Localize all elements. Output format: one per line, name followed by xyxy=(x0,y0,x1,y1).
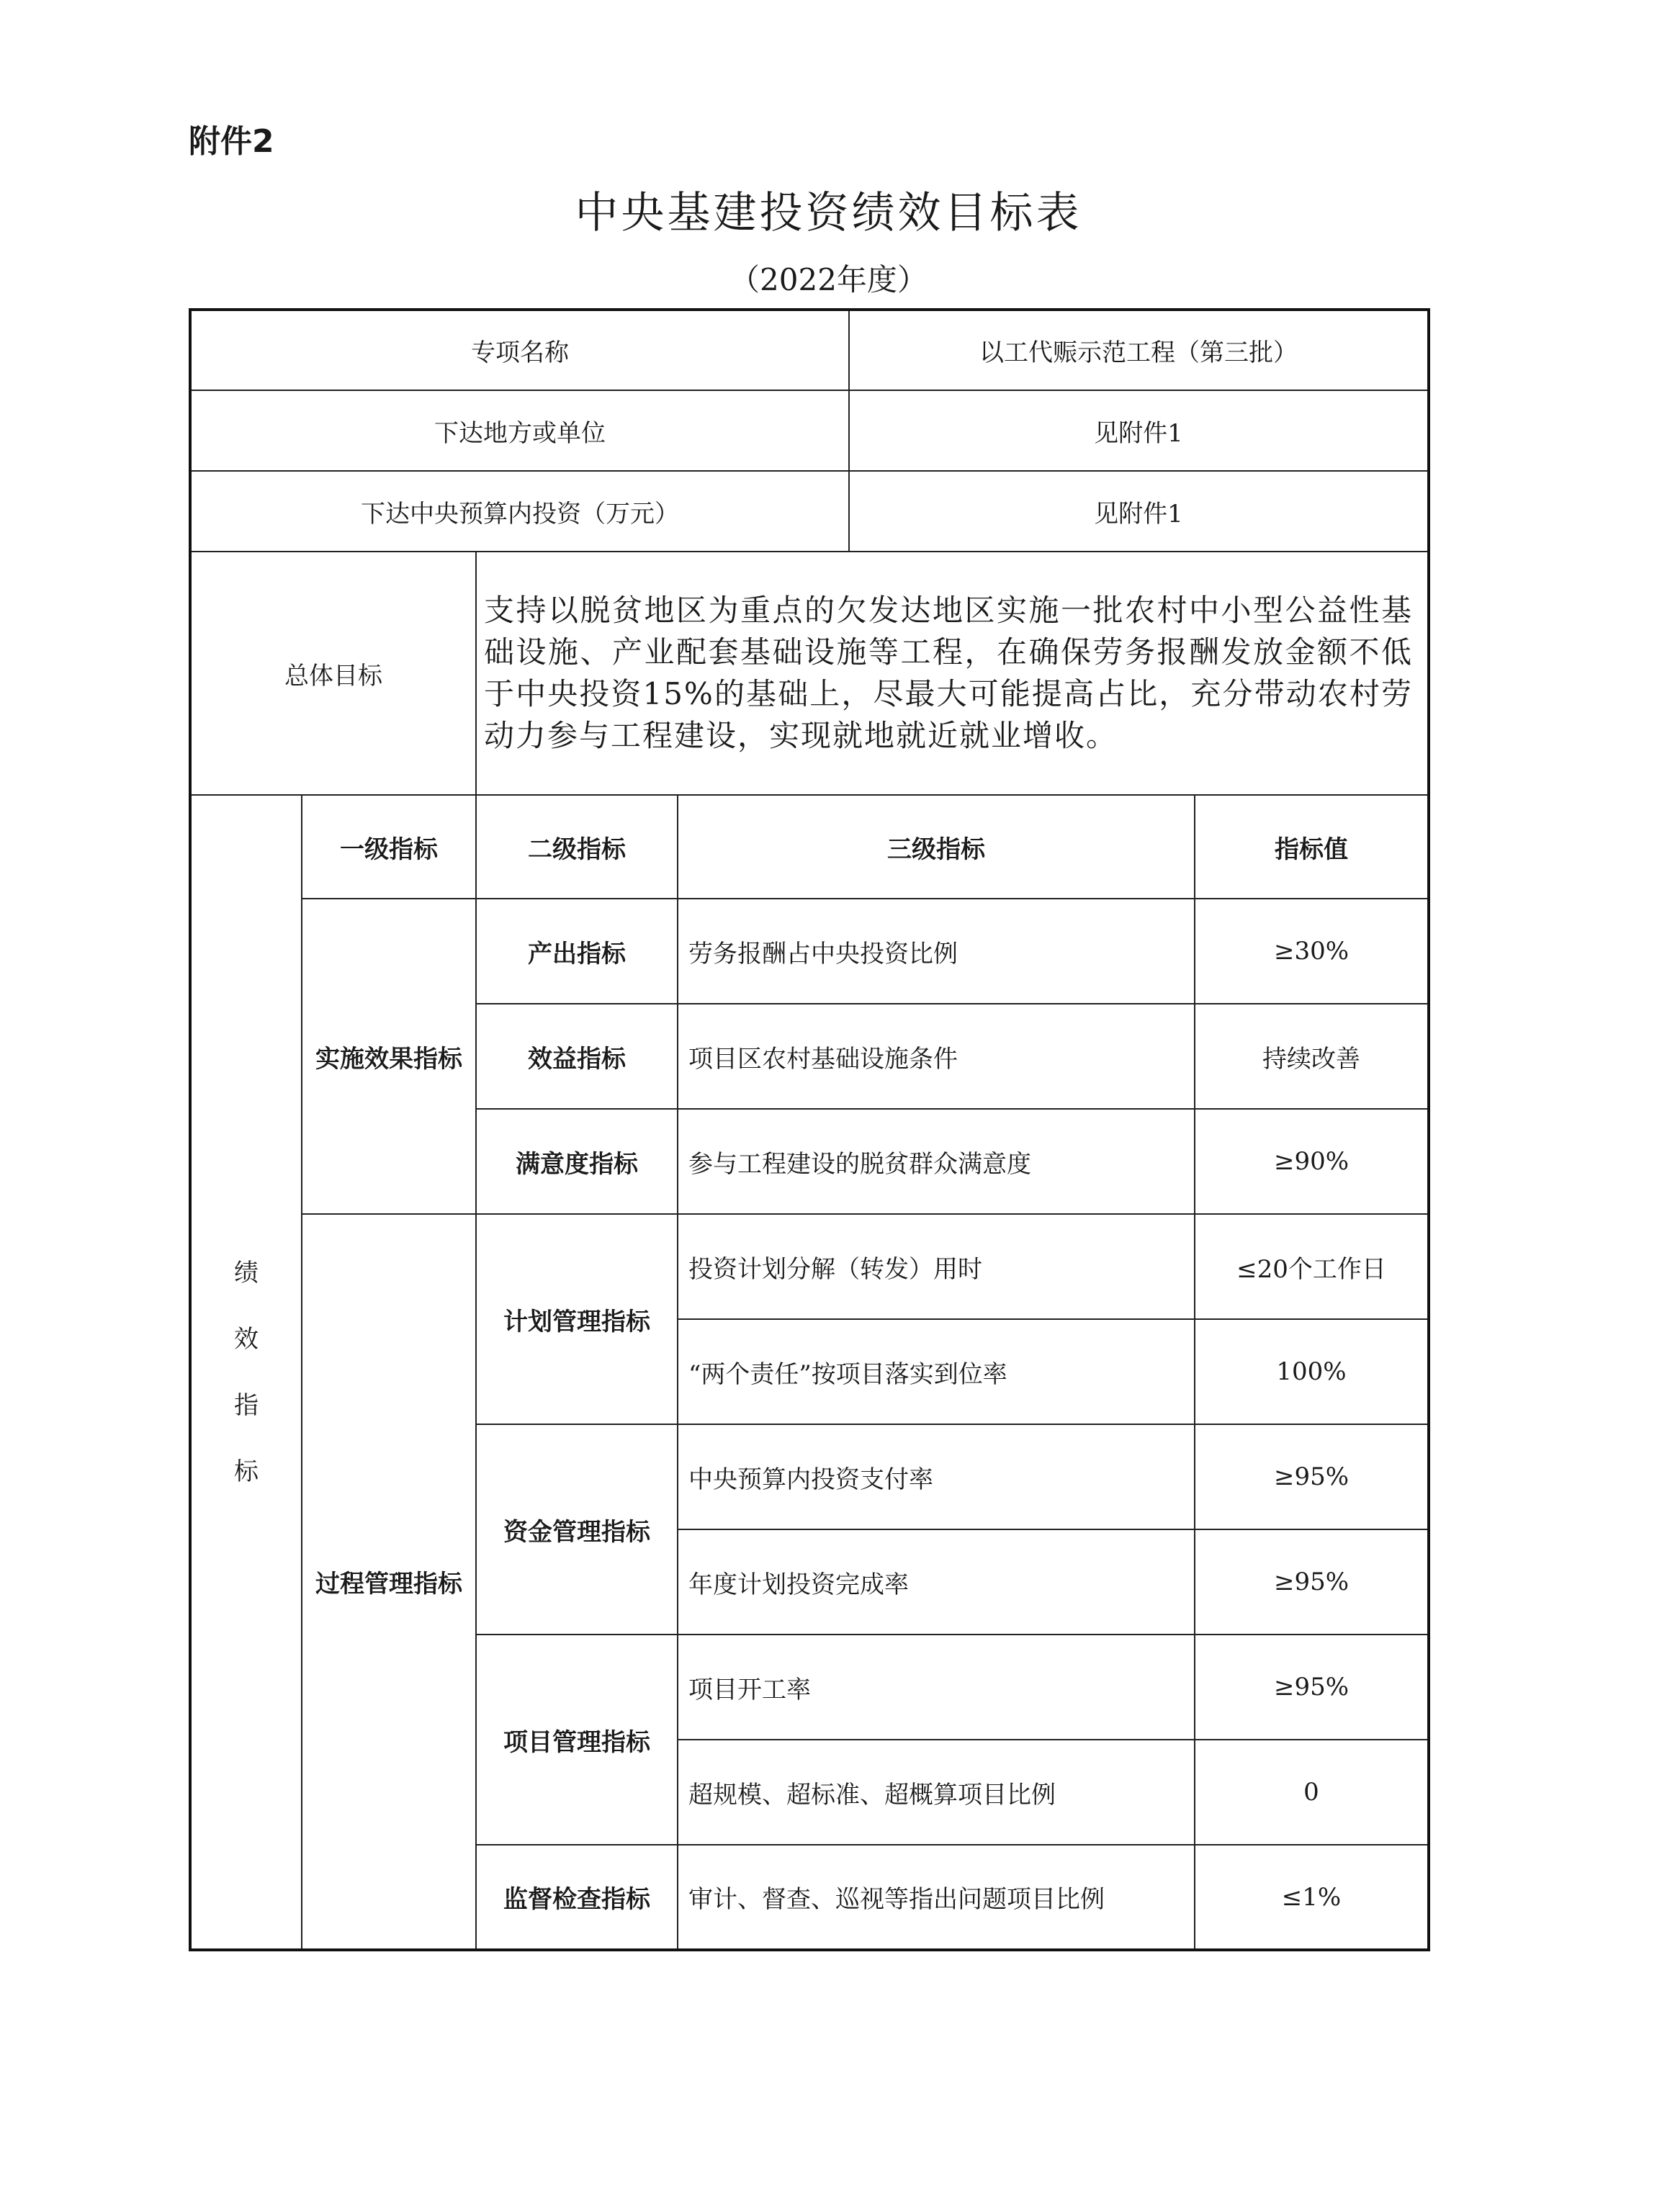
table-row xyxy=(190,390,1429,471)
recipient-value: 见附件1 xyxy=(849,390,1429,471)
recipient-label: 下达地方或单位 xyxy=(190,390,849,471)
indicator-value: 持续改善 xyxy=(1195,1004,1429,1109)
level3-label: 项目区农村基础设施条件 xyxy=(678,1004,1195,1109)
indicator-value: 0 xyxy=(1195,1740,1429,1845)
header-level3: 三级指标 xyxy=(678,795,1195,899)
group-process-label: 过程管理指标 xyxy=(302,1214,476,1950)
plan-label: 计划管理指标 xyxy=(476,1214,678,1424)
year-subtitle: （2022年度） xyxy=(729,262,928,297)
investment-value: 见附件1 xyxy=(849,471,1429,552)
indicator-value: ≥95% xyxy=(1195,1529,1429,1635)
indicator-value: ≥90% xyxy=(1195,1109,1429,1214)
level3-label: 参与工程建设的脱贫群众满意度 xyxy=(678,1109,1195,1214)
indicator-value: 100% xyxy=(1195,1319,1429,1424)
indicator-section-label: 绩 效 指 标 xyxy=(190,795,302,1950)
header-value: 指标值 xyxy=(1195,795,1429,899)
table-row xyxy=(190,795,1429,899)
level2-label: 效益指标 xyxy=(476,1004,678,1109)
level3-label: 年度计划投资完成率 xyxy=(678,1529,1195,1635)
indicator-value: ≥95% xyxy=(1195,1424,1429,1529)
project-name-label: 专项名称 xyxy=(190,310,849,390)
performance-target-table xyxy=(189,308,1430,1951)
fund-label: 资金管理指标 xyxy=(476,1424,678,1635)
level3-label: 审计、督查、巡视等指出问题项目比例 xyxy=(678,1845,1195,1950)
level3-label: 中央预算内投资支付率 xyxy=(678,1424,1195,1529)
project-label: 项目管理指标 xyxy=(476,1635,678,1845)
indicator-value: ≤20个工作日 xyxy=(1195,1214,1429,1319)
level3-label: 项目开工率 xyxy=(678,1635,1195,1740)
header-level1: 一级指标 xyxy=(302,795,476,899)
supervise-label: 监督检查指标 xyxy=(476,1845,678,1950)
table-row xyxy=(190,552,1429,795)
table-row xyxy=(190,310,1429,390)
indicator-value: ≤1% xyxy=(1195,1845,1429,1950)
level3-label: 劳务报酬占中央投资比例 xyxy=(678,899,1195,1004)
header-level2: 二级指标 xyxy=(476,795,678,899)
level3-label: 超规模、超标准、超概算项目比例 xyxy=(678,1740,1195,1845)
indicator-value: ≥95% xyxy=(1195,1635,1429,1740)
investment-label: 下达中央预算内投资（万元） xyxy=(190,471,849,552)
level2-label: 满意度指标 xyxy=(476,1109,678,1214)
project-name-value: 以工代赈示范工程（第三批） xyxy=(849,310,1429,390)
goal-text: 支持以脱贫地区为重点的欠发达地区实施一批农村中小型公益性基础设施、产业配套基础设施等工程，在确保劳务报酬发放金额不低于中央投资15%的基础上，尽最大可能提高占比，充分带动农村劳动力参与工程建设，实现就地就近就业增收。 xyxy=(476,552,1429,795)
table-row xyxy=(190,1214,1429,1319)
indicator-value: ≥30% xyxy=(1195,899,1429,1004)
group-effect-label: 实施效果指标 xyxy=(302,899,476,1214)
table-row xyxy=(190,899,1429,1004)
goal-label: 总体目标 xyxy=(190,552,476,795)
attachment-label: 附件2 xyxy=(189,123,274,160)
page-title: 中央基建投资绩效目标表 xyxy=(575,188,1082,238)
level3-label: “两个责任”按项目落实到位率 xyxy=(678,1319,1195,1424)
table-row xyxy=(190,471,1429,552)
level2-label: 产出指标 xyxy=(476,899,678,1004)
level3-label: 投资计划分解（转发）用时 xyxy=(678,1214,1195,1319)
